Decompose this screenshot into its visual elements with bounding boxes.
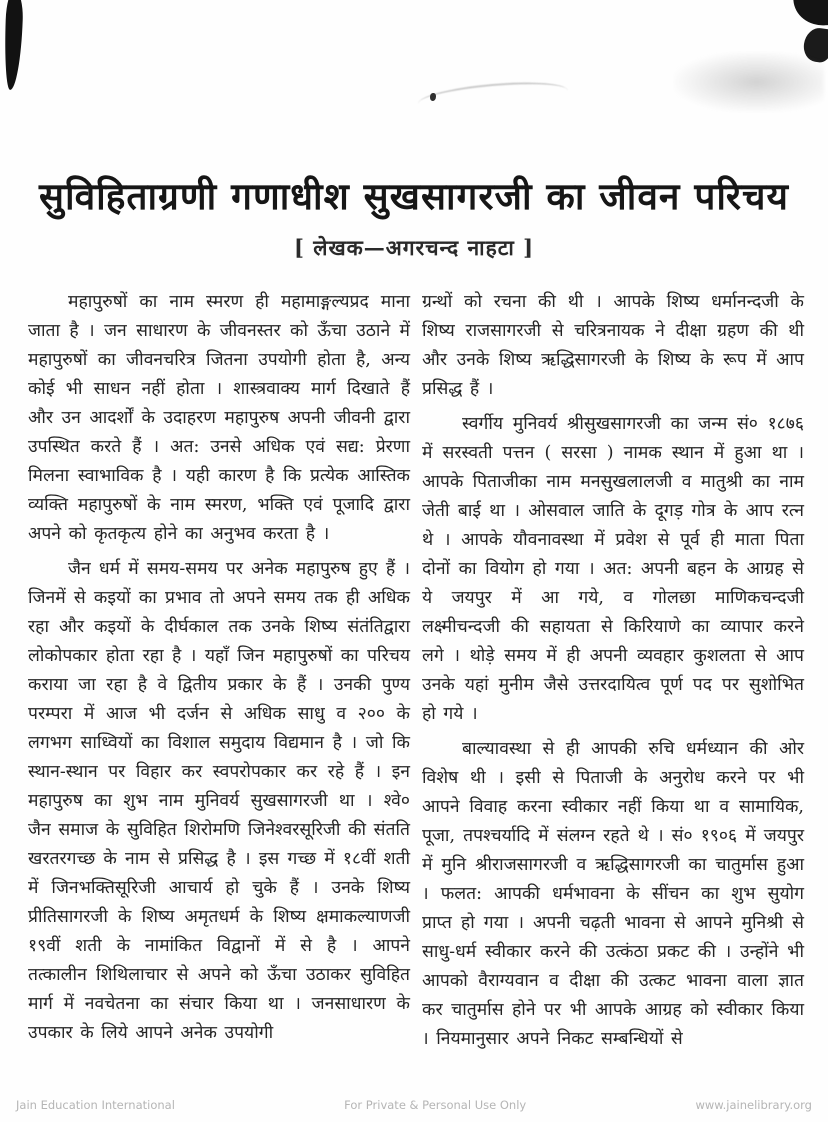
paragraph: जैन धर्म में समय-समय पर अनेक महापुरुष हुए हैं । जिनमें से कइयों का प्रभाव तो अपने समय तक ही अधिक रहा और कइयों के दीर्घकाल तक उनके शिष्य संतंतिद्वारा लोकोपकार होता रहा है । यहाँ जिन महापुरुषों का परिचय कराया जा रहा है वे द्वितीय प्रकार के हैं । उनकी पुण्य परम्परा में आज भी दर्जन से अधिक साधु व २०० के लगभग साध्वियों का विशाल समुदाय विद्यमान है । जो कि स्थान-स्थान पर विहार कर स्वपरोपकार कर रहे हैं । इन महापुरुष का शुभ नाम मुनिवर्य सुखसागरजी था । श्वे० जैन समाज के सुविहित शिरोमणि जिनेश्वरसूरिजी की संतति खरतरगच्छ के नाम से प्रसिद्ध है । इस गच्छ में १८वीं शती में जिनभक्तिसूरिजी आचार्य हो चुके हैं । उनके शिष्य प्रीतिसागरजी के शिष्य अमृतधर्म के शिष्य क्षमाकल्याणजी १९वीं शती के नामांकित विद्वानों में से है । आपने तत्कालीन शिथिलाचार से अपने को ऊँचा उठाकर सुविहित मार्ग में नवचेतना का संचार किया था । जनसाधारण के उपकार के लिये आपने अनेक उपयोगी bbox=[28, 559, 410, 1044]
scan-footer bbox=[0, 1098, 828, 1112]
article-body bbox=[0, 262, 828, 1060]
paragraph: ग्रन्थों को रचना की थी । आपके शिष्य धर्मानन्दजी के शिष्य राजसागरजी से चरित्रनायक ने दीक्षा ग्रहण की थी और उनके शिष्य ऋद्धिसागरजी के शिष्य के रूप में आप प्रसिद्ध हैं । bbox=[422, 292, 804, 400]
paragraph: बाल्यावस्था से ही आपकी रुचि धर्मध्यान की ओर विशेष थी । इसी से पिताजी के अनुरोध करने पर भी आपने विवाह करना स्वीकार नहीं किया था व सामायिक, पूजा, तपश्चर्यादि में संलग्न रहते थे । सं० १९०६ में जयपुर में मुनि श्रीराजसागरजी व ऋद्धिसागरजी का चातुर्मास हुआ । फलत: आपकी धर्मभावना के सींचन का शुभ सुयोग प्राप्त हो गया । अपनी चढ़ती भावना से आपने मुनिश्री से साधु-धर्म स्वीकार करने की उत्कंठा प्रकट की । उन्होंने भी आपको वैराग्यवान व दीक्षा की उत्कट भावना वाला ज्ञात कर चातुर्मास होने पर भी आपके आग्रह को स्वीकार किया । नियमानुसार अपने निकट सम्बन्धियों से bbox=[422, 739, 804, 1050]
paragraph: स्वर्गीय मुनिवर्य श्रीसुखसागरजी का जन्म सं० १८७६ में सरस्वती पत्तन ( सरसा ) नामक स्थान में हुआ था । आपके पिताजीका नाम मनसुखलालजी व मातुश्री का नाम जेती बाई था । ओसवाल जाति के दूगड़ गोत्र के आप रत्न थे । आपके यौवनावस्था में प्रवेश से पूर्व ही माता पिता दोनों का वियोग हो गया । अत: अपनी बहन के आग्रह से ये जयपुर में आ गये, व गोलछा माणिकचन्दजी लक्ष्मीचन्दजी की सहायता से किरियाणे का व्यापार करने लगे । थोड़े समय में ही अपनी व्यवहार कुशलता से आप उनके यहां मुनीम जैसे उत्तरदायित्व पूर्ण पद पर सुशोभित हो गये । bbox=[422, 414, 804, 725]
footer-right: www.jainelibrary.org bbox=[695, 1098, 812, 1112]
right-column bbox=[422, 288, 804, 1060]
page-title: सुविहिताग्रणी गणाधीश सुखसागरजी का जीवन परिचय bbox=[38, 174, 790, 218]
footer-center: For Private & Personal Use Only bbox=[344, 1098, 527, 1112]
footer-left: Jain Education International bbox=[16, 1098, 175, 1112]
byline: [ लेखक—अगरचन्द नाहटा ] bbox=[293, 235, 535, 261]
paragraph: महापुरुषों का नाम स्मरण ही महामाङ्गल्यप्रद माना जाता है । जन साधारण के जीवनस्तर को ऊँचा उठाने में महापुरुषों का जीवनचरित्र जितना उपयोगी होता है, अन्य कोई भी साधन नहीं होता । शास्त्रवाक्य मार्ग दिखाते हैं और उन आदर्शों के उदाहरण महापुरुष अपनी जीवनी द्वारा उपस्थित करते हैं । अत: उनसे अधिक एवं सद्य: प्रेरणा मिलना स्वाभाविक है । यही कारण है कि प्रत्येक आस्तिक व्यक्ति महापुरुषों के नाम स्मरण, भक्ति एवं पूजादि द्वारा अपने को कृतकृत्य होने का अनुभव करता है । bbox=[28, 292, 410, 545]
left-column bbox=[28, 288, 410, 1060]
